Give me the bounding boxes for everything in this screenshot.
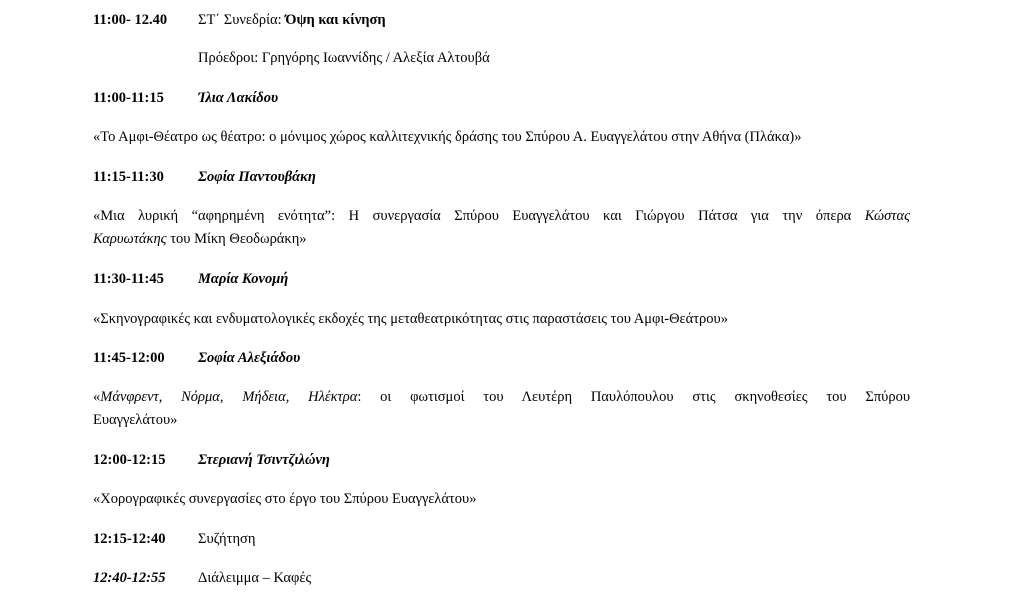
session-title: Όψη και κίνηση [285, 12, 386, 28]
talk-title-quote: « [93, 389, 101, 405]
break-label: Διάλειμμα – Καφές [198, 570, 312, 586]
talk-title-text: «Μια λυρική “αφηρημένη ενότητα”: Η συνεργασία Σπύρου Ευαγγελάτου και Γιώργου Πάτσα για την όπερα [93, 208, 865, 224]
talk-header [93, 88, 278, 108]
talk-header [93, 450, 330, 470]
session-chairs [198, 48, 490, 68]
talk-title-work: Μήδεια [242, 389, 286, 405]
talk-time: 11:45-12:00 [93, 350, 165, 366]
talk-title-line [93, 206, 910, 226]
talk-header [93, 269, 288, 289]
talk-speaker: Σοφία Αλεξιάδου [198, 350, 301, 366]
talk-title-work: Μάνφρεντ [100, 389, 159, 405]
talk-title [93, 387, 910, 407]
talk-title-work: Ηλέκτρα [308, 389, 358, 405]
talk-speaker: Σοφία Παντουβάκη [198, 169, 316, 185]
talk-title [93, 127, 801, 147]
talk-title-cont [93, 410, 177, 430]
talk-time: 11:30-11:45 [93, 271, 164, 287]
talk-title-text: «Το Αμφι-Θέατρο ως θέατρο: ο μόνιμος χώρος καλλιτεχνικής δράσης του Σπύρου Α. Ευαγγελάτου στην Αθήνα (Πλάκα)» [93, 129, 802, 145]
discussion-time: 12:15-12:40 [93, 531, 166, 547]
talk-title-cont [93, 229, 307, 249]
talk-time: 11:15-11:30 [93, 169, 164, 185]
session-header [93, 10, 386, 30]
talk-header [93, 167, 316, 187]
talk-title-sep: , [219, 389, 243, 405]
talk-time: 12:00-12:15 [93, 452, 166, 468]
talk-title-text: Ευαγγελάτου» [93, 412, 178, 428]
discussion-label: Συζήτηση [198, 531, 256, 547]
talk-title [93, 309, 728, 329]
talk-title-work: Νόρμα [181, 389, 220, 405]
talk-speaker: Μαρία Κονομή [198, 271, 289, 287]
break-row [93, 568, 311, 588]
talk-title-line [93, 387, 910, 407]
session-label: ΣΤ΄ Συνεδρία: [198, 12, 286, 28]
session-time: 11:00- 12.40 [93, 12, 168, 28]
break-time: 12:40-12:55 [93, 570, 166, 586]
talk-header [93, 348, 300, 368]
talk-speaker: Στεριανή Τσιντζιλώνη [198, 452, 330, 468]
discussion-row [93, 529, 255, 549]
talk-title-sep: , [158, 389, 182, 405]
session-chairs-text: Πρόεδροι: Γρηγόρης Ιωαννίδης / Αλεξία Αλτουβά [198, 50, 490, 66]
talk-title-text: «Χορογραφικές συνεργασίες στο έργο του Σπύρου Ευαγγελάτου» [93, 491, 477, 507]
talk-time: 11:00-11:15 [93, 90, 164, 106]
talk-title [93, 489, 476, 509]
talk-title [93, 206, 910, 226]
talk-speaker: Ίλια Λακίδου [198, 90, 279, 106]
talk-title-work: Κώστας [864, 208, 910, 224]
talk-title-text: : οι φωτισμοί του Λευτέρη Παυλόπουλου στις σκηνοθεσίες του Σπύρου [357, 389, 910, 405]
talk-title-text: «Σκηνογραφικές και ενδυματολογικές εκδοχές της μεταθεατρικότητας στις παραστάσεις του Αμφι-Θεάτρου» [93, 311, 728, 327]
talk-title-sep: , [285, 389, 309, 405]
talk-title-work: Καρυωτάκης [93, 231, 167, 247]
talk-title-text: του Μίκη Θεοδωράκη» [166, 231, 307, 247]
